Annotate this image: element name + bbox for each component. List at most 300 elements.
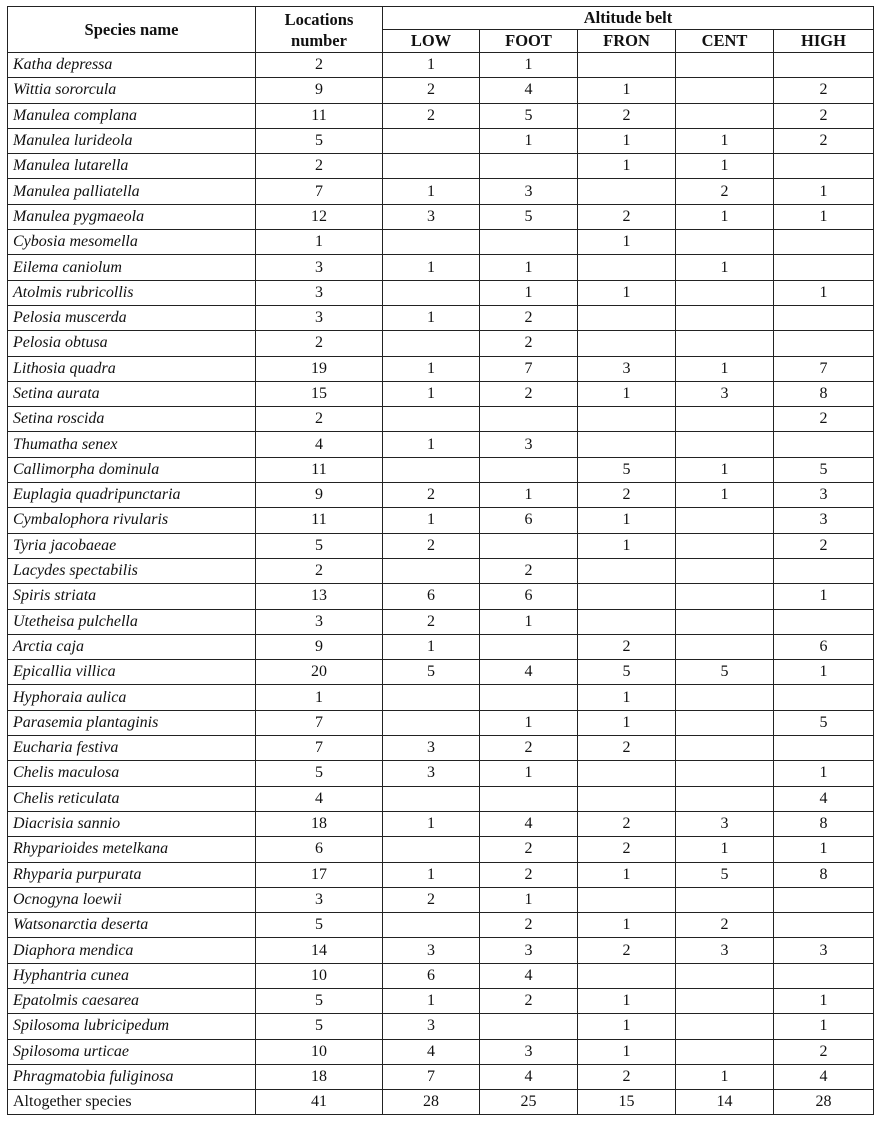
low-count: 3 (383, 761, 480, 786)
table-row (8, 204, 874, 229)
species-name: Setina aurata (8, 381, 256, 406)
locations-number: 3 (256, 887, 383, 912)
cent-count (676, 432, 774, 457)
locations-number: 11 (256, 508, 383, 533)
locations-number: 10 (256, 963, 383, 988)
low-count (383, 913, 480, 938)
species-name: Eilema caniolum (8, 255, 256, 280)
table-row (8, 685, 874, 710)
fron-count (578, 609, 676, 634)
locations-number: 11 (256, 103, 383, 128)
locations-number: 2 (256, 407, 383, 432)
locations-number: 2 (256, 331, 383, 356)
fron-count: 1 (578, 913, 676, 938)
table-row (8, 761, 874, 786)
table-row (8, 1014, 874, 1039)
species-name: Pelosia obtusa (8, 331, 256, 356)
cent-count: 1 (676, 356, 774, 381)
species-name: Ocnogyna loewii (8, 887, 256, 912)
low-count (383, 280, 480, 305)
table-row (8, 862, 874, 887)
foot-count: 2 (480, 988, 578, 1013)
low-count (383, 128, 480, 153)
cent-count (676, 887, 774, 912)
fron-count (578, 558, 676, 583)
species-name: Thumatha senex (8, 432, 256, 457)
fron-count: 1 (578, 381, 676, 406)
locations-number: 3 (256, 280, 383, 305)
low-count: 3 (383, 1014, 480, 1039)
fron-count (578, 432, 676, 457)
fron-count: 2 (578, 634, 676, 659)
table-row (8, 508, 874, 533)
locations-number: 17 (256, 862, 383, 887)
high-count: 1 (774, 179, 874, 204)
low-count: 1 (383, 811, 480, 836)
foot-count (480, 230, 578, 255)
high-count (774, 558, 874, 583)
high-count: 1 (774, 761, 874, 786)
species-name: Manulea lutarella (8, 154, 256, 179)
low-count: 2 (383, 533, 480, 558)
low-count: 6 (383, 584, 480, 609)
high-count (774, 331, 874, 356)
high-count: 1 (774, 204, 874, 229)
fron-count: 5 (578, 457, 676, 482)
header-species: Species name (8, 7, 256, 53)
cent-count (676, 634, 774, 659)
high-count: 1 (774, 1014, 874, 1039)
locations-number: 14 (256, 938, 383, 963)
low-count: 2 (383, 609, 480, 634)
locations-number: 11 (256, 457, 383, 482)
table-row (8, 736, 874, 761)
foot-count: 4 (480, 660, 578, 685)
high-count: 8 (774, 811, 874, 836)
high-count: 2 (774, 533, 874, 558)
foot-count (480, 407, 578, 432)
high-count: 8 (774, 381, 874, 406)
cent-count (676, 331, 774, 356)
high-count (774, 154, 874, 179)
total-locations: 41 (256, 1090, 383, 1115)
table-row (8, 128, 874, 153)
low-count (383, 331, 480, 356)
cent-count: 3 (676, 811, 774, 836)
cent-count (676, 1014, 774, 1039)
locations-number: 1 (256, 685, 383, 710)
locations-number: 12 (256, 204, 383, 229)
cent-count: 1 (676, 483, 774, 508)
locations-number: 18 (256, 811, 383, 836)
cent-count (676, 103, 774, 128)
high-count (774, 255, 874, 280)
low-count: 1 (383, 634, 480, 659)
high-count: 8 (774, 862, 874, 887)
foot-count: 2 (480, 558, 578, 583)
fron-count: 1 (578, 154, 676, 179)
high-count: 6 (774, 634, 874, 659)
total-low: 28 (383, 1090, 480, 1115)
table-row (8, 786, 874, 811)
fron-count: 2 (578, 736, 676, 761)
species-name: Wittia sororcula (8, 78, 256, 103)
locations-number: 7 (256, 179, 383, 204)
foot-count: 1 (480, 887, 578, 912)
locations-number: 5 (256, 533, 383, 558)
fron-count: 1 (578, 1014, 676, 1039)
fron-count: 1 (578, 78, 676, 103)
table-row (8, 660, 874, 685)
low-count: 7 (383, 1064, 480, 1089)
locations-number: 19 (256, 356, 383, 381)
cent-count: 5 (676, 660, 774, 685)
table-body (8, 53, 874, 1090)
table-row (8, 963, 874, 988)
high-count (774, 609, 874, 634)
high-count: 1 (774, 837, 874, 862)
foot-count: 3 (480, 1039, 578, 1064)
low-count (383, 837, 480, 862)
high-count: 5 (774, 457, 874, 482)
foot-count: 1 (480, 609, 578, 634)
species-name: Spiris striata (8, 584, 256, 609)
high-count: 2 (774, 103, 874, 128)
high-count: 3 (774, 508, 874, 533)
locations-number: 9 (256, 78, 383, 103)
low-count: 2 (383, 483, 480, 508)
locations-number: 9 (256, 634, 383, 659)
cent-count (676, 609, 774, 634)
cent-count: 1 (676, 204, 774, 229)
low-count (383, 230, 480, 255)
fron-count (578, 584, 676, 609)
species-name: Diacrisia sannio (8, 811, 256, 836)
fron-count: 1 (578, 685, 676, 710)
cent-count (676, 533, 774, 558)
table-row (8, 103, 874, 128)
fron-count (578, 179, 676, 204)
table-row (8, 483, 874, 508)
fron-count: 2 (578, 837, 676, 862)
locations-number: 18 (256, 1064, 383, 1089)
cent-count (676, 988, 774, 1013)
foot-count (480, 533, 578, 558)
high-count (774, 887, 874, 912)
table-row (8, 356, 874, 381)
species-name: Lacydes spectabilis (8, 558, 256, 583)
high-count: 5 (774, 710, 874, 735)
species-name: Manulea complana (8, 103, 256, 128)
foot-count: 2 (480, 837, 578, 862)
cent-count: 1 (676, 457, 774, 482)
low-count (383, 154, 480, 179)
foot-count: 1 (480, 255, 578, 280)
total-foot: 25 (480, 1090, 578, 1115)
table-row (8, 988, 874, 1013)
species-name: Diaphora mendica (8, 938, 256, 963)
table-row (8, 837, 874, 862)
locations-number: 3 (256, 305, 383, 330)
fron-count (578, 407, 676, 432)
locations-number: 3 (256, 609, 383, 634)
high-count: 3 (774, 938, 874, 963)
foot-count: 1 (480, 761, 578, 786)
species-name: Atolmis rubricollis (8, 280, 256, 305)
high-count (774, 736, 874, 761)
foot-count (480, 685, 578, 710)
foot-count: 3 (480, 432, 578, 457)
fron-count (578, 53, 676, 78)
locations-number: 6 (256, 837, 383, 862)
table-row (8, 710, 874, 735)
table-row (8, 533, 874, 558)
foot-count: 2 (480, 862, 578, 887)
low-count (383, 558, 480, 583)
fron-count (578, 305, 676, 330)
species-name: Parasemia plantaginis (8, 710, 256, 735)
table-row (8, 407, 874, 432)
fron-count (578, 761, 676, 786)
header-locations (256, 7, 383, 53)
low-count: 1 (383, 255, 480, 280)
locations-number: 5 (256, 128, 383, 153)
foot-count: 1 (480, 53, 578, 78)
cent-count (676, 53, 774, 78)
species-name: Manulea palliatella (8, 179, 256, 204)
locations-number: 5 (256, 988, 383, 1013)
species-name: Lithosia quadra (8, 356, 256, 381)
locations-number: 5 (256, 1014, 383, 1039)
locations-number: 5 (256, 913, 383, 938)
fron-count: 2 (578, 483, 676, 508)
high-count: 4 (774, 786, 874, 811)
fron-count: 1 (578, 230, 676, 255)
high-count: 2 (774, 128, 874, 153)
high-count (774, 432, 874, 457)
foot-count: 6 (480, 508, 578, 533)
fron-count (578, 963, 676, 988)
header-belt-low: LOW (383, 30, 480, 53)
locations-number: 20 (256, 660, 383, 685)
table-row (8, 584, 874, 609)
table-row (8, 913, 874, 938)
header-locations-line1: Locations (284, 9, 354, 29)
locations-number: 2 (256, 53, 383, 78)
cent-count: 2 (676, 179, 774, 204)
header-locations-line2: number (291, 30, 347, 50)
foot-count: 2 (480, 736, 578, 761)
table-row (8, 331, 874, 356)
low-count (383, 710, 480, 735)
header-altitude-belt: Altitude belt (383, 7, 874, 30)
high-count: 1 (774, 280, 874, 305)
foot-count: 1 (480, 280, 578, 305)
locations-number: 13 (256, 584, 383, 609)
locations-number: 9 (256, 483, 383, 508)
locations-number: 1 (256, 230, 383, 255)
low-count: 4 (383, 1039, 480, 1064)
species-name: Rhyparioides metelkana (8, 837, 256, 862)
cent-count: 2 (676, 913, 774, 938)
table-row (8, 154, 874, 179)
high-count (774, 685, 874, 710)
cent-count: 1 (676, 154, 774, 179)
high-count: 2 (774, 407, 874, 432)
high-count: 4 (774, 1064, 874, 1089)
foot-count (480, 786, 578, 811)
total-cent: 14 (676, 1090, 774, 1115)
low-count: 5 (383, 660, 480, 685)
species-name: Hyphantria cunea (8, 963, 256, 988)
species-name: Arctia caja (8, 634, 256, 659)
locations-number: 5 (256, 761, 383, 786)
foot-count (480, 634, 578, 659)
locations-number: 2 (256, 558, 383, 583)
low-count: 2 (383, 103, 480, 128)
species-name: Setina roscida (8, 407, 256, 432)
low-count: 2 (383, 78, 480, 103)
foot-count: 3 (480, 938, 578, 963)
cent-count (676, 280, 774, 305)
locations-number: 4 (256, 786, 383, 811)
cent-count (676, 786, 774, 811)
header-belt-fron: FRON (578, 30, 676, 53)
total-high: 28 (774, 1090, 874, 1115)
cent-count (676, 508, 774, 533)
locations-number: 7 (256, 710, 383, 735)
fron-count (578, 786, 676, 811)
locations-number: 15 (256, 381, 383, 406)
fron-count (578, 255, 676, 280)
total-label: Altogether species (8, 1090, 256, 1115)
species-name: Pelosia muscerda (8, 305, 256, 330)
locations-number: 10 (256, 1039, 383, 1064)
foot-count: 5 (480, 103, 578, 128)
species-name: Tyria jacobaeae (8, 533, 256, 558)
species-name: Utetheisa pulchella (8, 609, 256, 634)
cent-count (676, 710, 774, 735)
low-count: 3 (383, 204, 480, 229)
fron-count: 1 (578, 508, 676, 533)
fron-count: 1 (578, 710, 676, 735)
total-fron: 15 (578, 1090, 676, 1115)
species-name: Manulea lurideola (8, 128, 256, 153)
cent-count: 1 (676, 255, 774, 280)
high-count (774, 963, 874, 988)
fron-count (578, 331, 676, 356)
fron-count: 1 (578, 533, 676, 558)
cent-count (676, 78, 774, 103)
high-count: 7 (774, 356, 874, 381)
header-belt-foot: FOOT (480, 30, 578, 53)
low-count: 1 (383, 508, 480, 533)
fron-count: 5 (578, 660, 676, 685)
table-row (8, 432, 874, 457)
low-count (383, 786, 480, 811)
high-count: 1 (774, 584, 874, 609)
foot-count: 1 (480, 483, 578, 508)
foot-count: 2 (480, 381, 578, 406)
low-count (383, 407, 480, 432)
foot-count: 2 (480, 331, 578, 356)
locations-number: 3 (256, 255, 383, 280)
cent-count: 3 (676, 381, 774, 406)
species-name: Callimorpha dominula (8, 457, 256, 482)
table-row (8, 558, 874, 583)
fron-count: 2 (578, 204, 676, 229)
cent-count (676, 407, 774, 432)
foot-count: 5 (480, 204, 578, 229)
header-belt-high: HIGH (774, 30, 874, 53)
high-count: 1 (774, 988, 874, 1013)
high-count (774, 913, 874, 938)
foot-count: 2 (480, 305, 578, 330)
high-count: 1 (774, 660, 874, 685)
low-count: 1 (383, 381, 480, 406)
low-count: 1 (383, 432, 480, 457)
table-row (8, 230, 874, 255)
table-row (8, 811, 874, 836)
table-row (8, 887, 874, 912)
total-row (8, 1090, 874, 1115)
species-name: Spilosoma lubricipedum (8, 1014, 256, 1039)
header-belt-cent: CENT (676, 30, 774, 53)
species-name: Cybosia mesomella (8, 230, 256, 255)
fron-count: 1 (578, 988, 676, 1013)
table-row (8, 305, 874, 330)
species-name: Spilosoma urticae (8, 1039, 256, 1064)
foot-count: 4 (480, 963, 578, 988)
low-count: 2 (383, 887, 480, 912)
high-count (774, 305, 874, 330)
species-name: Cymbalophora rivularis (8, 508, 256, 533)
table-row (8, 1039, 874, 1064)
cent-count: 1 (676, 1064, 774, 1089)
cent-count (676, 230, 774, 255)
foot-count (480, 457, 578, 482)
species-name: Chelis maculosa (8, 761, 256, 786)
table-row (8, 1064, 874, 1089)
high-count (774, 53, 874, 78)
fron-count: 1 (578, 280, 676, 305)
fron-count: 2 (578, 1064, 676, 1089)
cent-count (676, 963, 774, 988)
foot-count: 1 (480, 128, 578, 153)
high-count (774, 230, 874, 255)
low-count: 1 (383, 988, 480, 1013)
table-row (8, 634, 874, 659)
species-name: Phragmatobia fuliginosa (8, 1064, 256, 1089)
species-name: Epicallia villica (8, 660, 256, 685)
table-row (8, 280, 874, 305)
low-count: 1 (383, 53, 480, 78)
low-count: 1 (383, 305, 480, 330)
foot-count: 2 (480, 913, 578, 938)
cent-count: 5 (676, 862, 774, 887)
cent-count: 1 (676, 128, 774, 153)
foot-count: 1 (480, 710, 578, 735)
low-count: 6 (383, 963, 480, 988)
table-row (8, 179, 874, 204)
foot-count (480, 154, 578, 179)
locations-number: 7 (256, 736, 383, 761)
cent-count (676, 736, 774, 761)
table-row (8, 53, 874, 78)
table-row (8, 457, 874, 482)
species-name: Manulea pygmaeola (8, 204, 256, 229)
cent-count (676, 761, 774, 786)
